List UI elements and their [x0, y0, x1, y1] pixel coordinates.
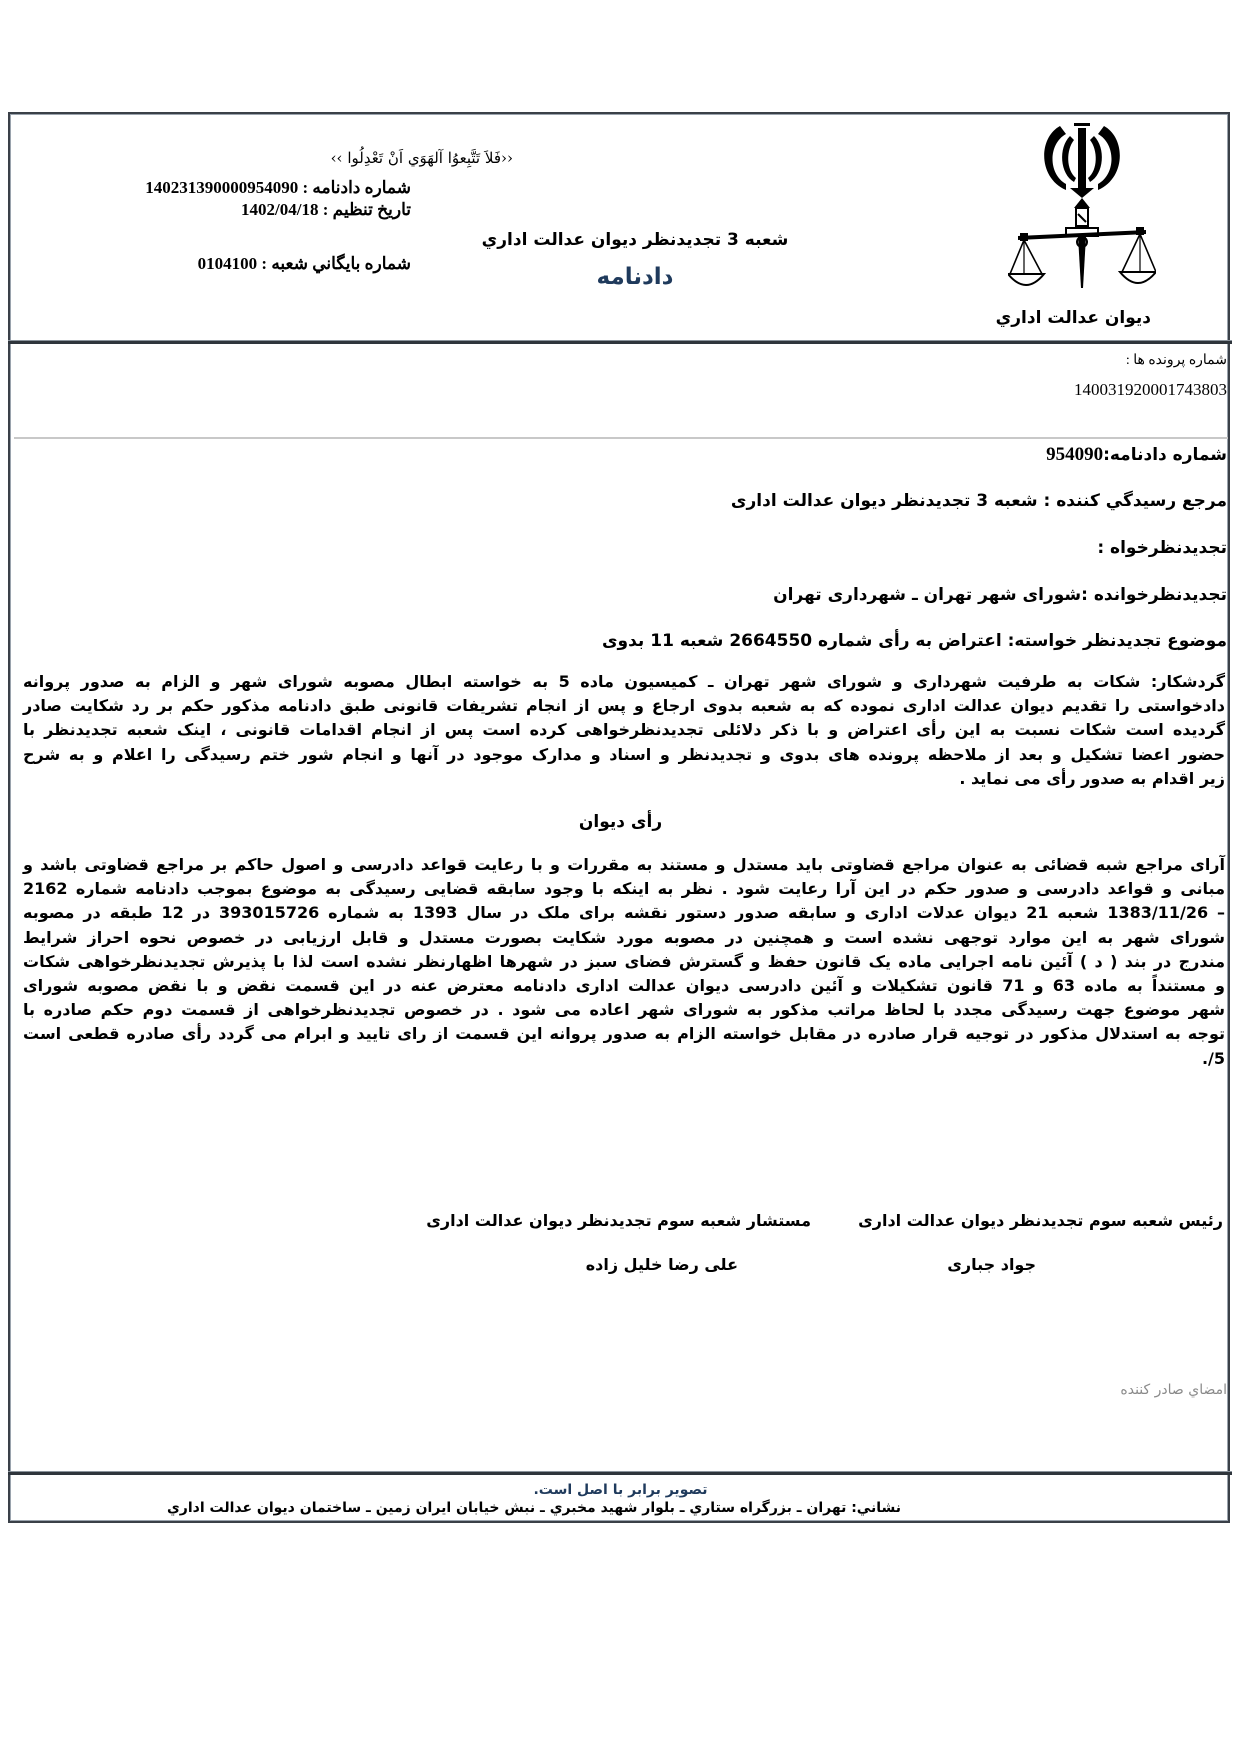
authority-field [731, 491, 1227, 511]
header-verdict-number-value: 140231390000954090 [145, 178, 299, 197]
ruling-paragraph [23, 853, 1225, 1071]
ruling-line: 5/. [1201, 1048, 1225, 1068]
verdict-number-label: شماره دادنامه: [1103, 445, 1227, 465]
header-verdict-number-label: شماره دادنامه : [302, 178, 411, 197]
footer-divider [8, 1471, 1232, 1475]
chief-name: جواد جباری [947, 1255, 1036, 1274]
organization-name: ديوان عدالت اداري [995, 308, 1151, 328]
report-line: زیر اقدام به صدور رأی می نماید . [959, 768, 1225, 788]
case-report-paragraph [23, 670, 1225, 791]
header-date-value: 1402/04/18 [241, 200, 319, 219]
header-date-label: تاريخ تنظيم : [322, 200, 411, 219]
authority-value: شعبه 3 تجدیدنظر دیوان عدالت اداری [730, 491, 1038, 511]
header-date [241, 200, 411, 220]
certified-copy-note: تصوير برابر با اصل است. [533, 1482, 708, 1498]
ruling-line: شورای شهر به این موارد توجهی نشده است و همچنین در مصوبه مورد شکایت بصورت مستدل و قابل ارزیابی در خصوص نحوه احراز شرایط [23, 927, 1225, 947]
ruling-line: مبانی و قواعد دادرسی و صدور حکم در این آرا رعایت شود . نظر به اینکه با وجود سابقه قضایی رسیدگی به موضوع بموجب دادنامه شماره 2162 [23, 879, 1225, 899]
document-title: دادنامه [596, 264, 674, 290]
file-numbers-label: شماره پرونده ها : [1125, 353, 1227, 368]
header-archive-number [198, 254, 411, 274]
advisor-title: مستشار شعبه سوم تجدیدنظر دیوان عدالت اداری [426, 1211, 811, 1230]
header-divider [8, 340, 1232, 344]
signer-label: امضاي صادر كننده [1120, 1382, 1227, 1398]
ruling-line: و مستنداً به ماده 63 و 71 قانون تشکیلات و آئین دادرسی دیوان عدالت اداری دادنامه معترض عنه در این قسمت نقض و با نقض مصوبه شورای [23, 976, 1225, 996]
advisor-name: علی رضا خلیل زاده [585, 1255, 738, 1274]
appellant-field [1097, 538, 1227, 558]
quran-verse: ‹‹فَلاَ تَتَّبِعوُا آلهَوَي اَنْ تَعْدِلُوا ›› [330, 149, 513, 167]
report-line: دادخواستی را تقدیم دیوان عدالت اداری نموده که به شعبه بدوی ارجاع و پس از انجام تشریفات قانونی طبق دادنامه مذکور حکم بر رد شکایت صادر [23, 696, 1225, 716]
subject-value: اعتراض به رأی شماره 2664550 شعبه 11 بدوی [601, 631, 1002, 651]
ruling-line: توجه به استدلال مذکور در توجیه قرار صادره در مقابل خواسته الزام به صدور پروانه این قسمت از رای تایید و ابرام می گردد رأی صادره قطعی است [23, 1024, 1225, 1044]
judiciary-emblem-icon [1008, 118, 1156, 296]
branch-title: شعبه 3 تجديدنظر ديوان عدالت اداري [481, 230, 789, 250]
file-number: 140031920001743803 [1074, 380, 1227, 399]
authority-label: مرجع رسيدگي كننده : [1043, 491, 1227, 511]
appellant-label: تجدیدنظرخواه : [1097, 538, 1227, 558]
header-verdict-number [145, 178, 411, 198]
report-line: گردیده است شکات نسبت به این رأی اعتراض و با ذکر دلائلی تجدیدنظرخواهی کرده است پس از انجام اقدامات قانونی ، اینک شعبه تجدیدنظر با [23, 720, 1225, 740]
files-divider [14, 437, 1228, 439]
report-line: حضور اعضا تشکیل و بعد از ملاحظه پرونده های بدوی و تجدیدنظر و اسناد و مدارک موجود در آنها و انجام شور ختم رسیدگی را اعلام و به شرح [23, 744, 1225, 764]
header-archive-label: شماره بايگاني شعبه : [261, 254, 411, 273]
verdict-number-field [1046, 444, 1227, 466]
subject-label: موضوع تجدیدنظر خواسته: [1007, 631, 1227, 651]
chief-title: رئیس شعبه سوم تجدیدنظر دیوان عدالت اداری [858, 1211, 1223, 1230]
appellee-label: تجدیدنظرخوانده : [1081, 585, 1227, 605]
verdict-number-value: 954090 [1046, 444, 1104, 465]
ruling-line: – 1383/11/26 شعبه 21 دیوان عدلات اداری و سابقه صدور دستور نقشه برای ملک در سال 1393 به شماره 393015726 در 12 طبقه در مصوبه [23, 903, 1226, 923]
ruling-line: آرای مراجع شبه قضائی به عنوان مراجع قضاوتی باید مستدل و مستند به مقررات و با رعایت قواعد دادرسی و اصول حاکم بر مراجع قضاوتی باشد و [23, 855, 1225, 874]
appellee-value: شورای شهر تهران ـ شهرداری تهران [773, 585, 1082, 605]
header-archive-value: 0104100 [197, 254, 258, 273]
report-line: گردشکار: شکات به طرفیت شهرداری و شورای شهر تهران ـ کمیسیون ماده 5 به خواسته ابطال مصوبه شورای شهر و الزام به صدور پروانه [23, 672, 1225, 691]
ruling-line: شهر موضوع جهت رسیدگی مجدد با لحاظ مراتب مذکور به شورای شهر اعاده می شود . در خصوص تجدیدنظرخواهی از قسمت دوم حکم صادره با [23, 1000, 1225, 1020]
ruling-heading: رأی دیوان [578, 812, 663, 832]
subject-field [602, 631, 1227, 651]
address-line: نشاني: تهران ـ بزرگراه ستاري ـ بلوار شهيد مخبري ـ نبش خيابان ايران زمين ـ ساختمان ديوان عدالت اداري [166, 1500, 901, 1516]
appellee-field [773, 585, 1227, 605]
ruling-line: مندرج در بند ( د ) آئین نامه اجرایی ماده یک قانون حفظ و گسترش فضای سبز در شهرها اظهارنظر نشده است لذا با پذیرش تجدیدنظرخواهی شکات [23, 951, 1225, 971]
